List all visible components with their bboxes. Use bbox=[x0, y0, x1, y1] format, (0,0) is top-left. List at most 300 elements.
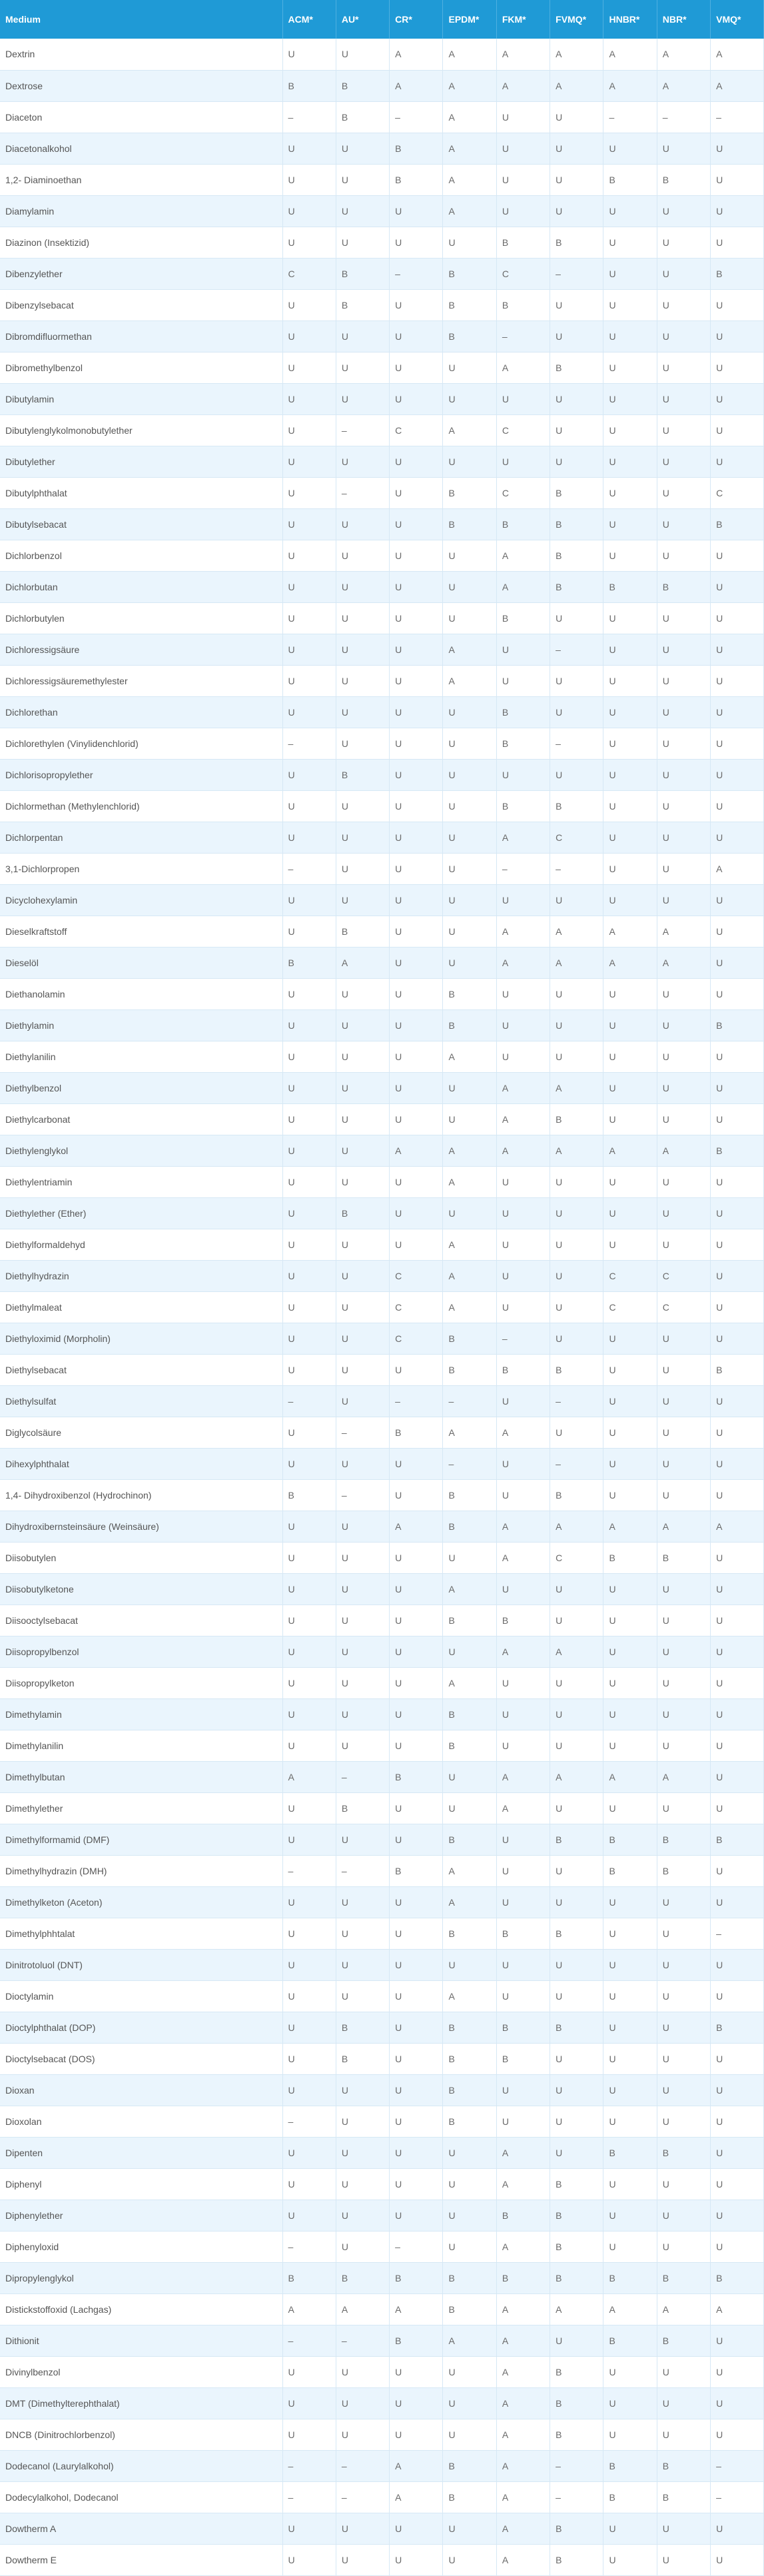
rating-cell: U bbox=[711, 1730, 764, 1761]
rating-cell: – bbox=[550, 634, 603, 665]
rating-cell: A bbox=[603, 1135, 657, 1166]
rating-cell: U bbox=[390, 2106, 443, 2137]
rating-cell: B bbox=[443, 258, 496, 289]
rating-cell: A bbox=[390, 2481, 443, 2513]
table-row bbox=[0, 2293, 764, 2325]
rating-cell: A bbox=[496, 1511, 550, 1542]
table-row bbox=[0, 1291, 764, 1323]
rating-cell: B bbox=[603, 1855, 657, 1886]
rating-cell: U bbox=[390, 227, 443, 258]
rating-cell: A bbox=[550, 1761, 603, 1792]
rating-cell: U bbox=[711, 884, 764, 916]
rating-cell: U bbox=[603, 383, 657, 414]
rating-cell: A bbox=[443, 1855, 496, 1886]
rating-cell: B bbox=[496, 728, 550, 759]
rating-cell: A bbox=[550, 2293, 603, 2325]
rating-cell: B bbox=[336, 2262, 389, 2293]
rating-cell: U bbox=[550, 1323, 603, 1354]
medium-cell: Dibutylamin bbox=[0, 383, 282, 414]
rating-cell: B bbox=[496, 1918, 550, 1949]
medium-cell: Dibutylenglykolmonobutylether bbox=[0, 414, 282, 446]
table-row bbox=[0, 540, 764, 571]
rating-cell: U bbox=[496, 1260, 550, 1291]
rating-cell: U bbox=[390, 884, 443, 916]
medium-cell: Dichloressigsäuremethylester bbox=[0, 665, 282, 696]
rating-cell: A bbox=[443, 2325, 496, 2356]
table-row bbox=[0, 2481, 764, 2513]
rating-cell: A bbox=[711, 853, 764, 884]
rating-cell: U bbox=[390, 289, 443, 321]
rating-cell: U bbox=[336, 2419, 389, 2450]
rating-cell: C bbox=[390, 414, 443, 446]
rating-cell: B bbox=[336, 916, 389, 947]
rating-cell: U bbox=[390, 571, 443, 602]
rating-cell: U bbox=[443, 2137, 496, 2168]
rating-cell: U bbox=[282, 1135, 336, 1166]
rating-cell: U bbox=[496, 1730, 550, 1761]
rating-cell: U bbox=[711, 195, 764, 227]
medium-cell: Diphenyl bbox=[0, 2168, 282, 2200]
table-row bbox=[0, 728, 764, 759]
rating-cell: U bbox=[336, 1009, 389, 1041]
rating-cell: A bbox=[603, 947, 657, 978]
rating-cell: U bbox=[282, 446, 336, 477]
medium-cell: Diamylamin bbox=[0, 195, 282, 227]
rating-cell: U bbox=[550, 1009, 603, 1041]
rating-cell: U bbox=[657, 446, 710, 477]
rating-cell: U bbox=[711, 133, 764, 164]
rating-cell: – bbox=[390, 2231, 443, 2262]
medium-cell: Dichlorbenzol bbox=[0, 540, 282, 571]
rating-cell: A bbox=[550, 1511, 603, 1542]
rating-cell: U bbox=[603, 1605, 657, 1636]
rating-cell: B bbox=[390, 2325, 443, 2356]
rating-cell: U bbox=[443, 1949, 496, 1980]
rating-cell: U bbox=[550, 164, 603, 195]
header-row bbox=[0, 0, 764, 39]
rating-cell: A bbox=[496, 2387, 550, 2419]
rating-cell: U bbox=[390, 2012, 443, 2043]
medium-cell: Diethylsebacat bbox=[0, 1354, 282, 1385]
rating-cell: U bbox=[657, 1166, 710, 1197]
rating-cell: A bbox=[496, 1542, 550, 1573]
rating-cell: U bbox=[711, 916, 764, 947]
rating-cell: U bbox=[390, 2074, 443, 2106]
medium-cell: Dibutylphthalat bbox=[0, 477, 282, 508]
column-header-vmq: VMQ* bbox=[711, 0, 764, 39]
column-header-fvmq: FVMQ* bbox=[550, 0, 603, 39]
rating-cell: C bbox=[603, 1260, 657, 1291]
table-row bbox=[0, 1354, 764, 1385]
rating-cell: U bbox=[336, 1824, 389, 1855]
rating-cell: C bbox=[282, 258, 336, 289]
rating-cell: U bbox=[657, 1636, 710, 1667]
rating-cell: – bbox=[711, 2450, 764, 2481]
rating-cell: U bbox=[390, 1792, 443, 1824]
rating-cell: C bbox=[496, 477, 550, 508]
medium-cell: Dibenzylether bbox=[0, 258, 282, 289]
rating-cell: U bbox=[390, 446, 443, 477]
table-row bbox=[0, 289, 764, 321]
rating-cell: U bbox=[336, 1511, 389, 1542]
rating-cell: U bbox=[443, 602, 496, 634]
medium-cell: 1,2- Diaminoethan bbox=[0, 164, 282, 195]
table-row bbox=[0, 1573, 764, 1605]
rating-cell: B bbox=[657, 1824, 710, 1855]
rating-cell: A bbox=[496, 1135, 550, 1166]
rating-cell: U bbox=[657, 1009, 710, 1041]
table-row bbox=[0, 916, 764, 947]
rating-cell: U bbox=[496, 1385, 550, 1417]
table-row bbox=[0, 1197, 764, 1229]
rating-cell: U bbox=[496, 1667, 550, 1698]
rating-cell: U bbox=[336, 540, 389, 571]
rating-cell: C bbox=[603, 1291, 657, 1323]
rating-cell: U bbox=[282, 1824, 336, 1855]
rating-cell: U bbox=[657, 1229, 710, 1260]
rating-cell: U bbox=[282, 571, 336, 602]
table-row bbox=[0, 1855, 764, 1886]
table-row bbox=[0, 884, 764, 916]
rating-cell: U bbox=[711, 2419, 764, 2450]
rating-cell: U bbox=[443, 853, 496, 884]
rating-cell: A bbox=[390, 1135, 443, 1166]
rating-cell: U bbox=[390, 195, 443, 227]
rating-cell: C bbox=[390, 1323, 443, 1354]
rating-cell: B bbox=[443, 289, 496, 321]
rating-cell: B bbox=[496, 227, 550, 258]
rating-cell: U bbox=[603, 1009, 657, 1041]
rating-cell: U bbox=[390, 1041, 443, 1072]
rating-cell: U bbox=[711, 571, 764, 602]
rating-cell: – bbox=[390, 101, 443, 133]
rating-cell: B bbox=[336, 1792, 389, 1824]
rating-cell: – bbox=[282, 728, 336, 759]
rating-cell: U bbox=[390, 540, 443, 571]
medium-cell: Dichlorethylen (Vinylidenchlorid) bbox=[0, 728, 282, 759]
table-row bbox=[0, 790, 764, 822]
rating-cell: B bbox=[390, 2262, 443, 2293]
rating-cell: A bbox=[443, 101, 496, 133]
rating-cell: U bbox=[282, 477, 336, 508]
rating-cell: U bbox=[711, 1072, 764, 1103]
rating-cell: U bbox=[711, 414, 764, 446]
rating-cell: A bbox=[443, 1166, 496, 1197]
rating-cell: B bbox=[496, 790, 550, 822]
rating-cell: U bbox=[711, 383, 764, 414]
table-row bbox=[0, 1448, 764, 1479]
rating-cell: U bbox=[390, 1698, 443, 1730]
rating-cell: U bbox=[657, 540, 710, 571]
rating-cell: – bbox=[282, 2481, 336, 2513]
rating-cell: U bbox=[443, 728, 496, 759]
rating-cell: U bbox=[550, 1949, 603, 1980]
rating-cell: B bbox=[443, 1918, 496, 1949]
rating-cell: B bbox=[336, 2012, 389, 2043]
rating-cell: U bbox=[443, 759, 496, 790]
rating-cell: U bbox=[282, 39, 336, 70]
rating-cell: U bbox=[390, 728, 443, 759]
rating-cell: U bbox=[657, 634, 710, 665]
table-row bbox=[0, 1511, 764, 1542]
rating-cell: U bbox=[282, 978, 336, 1009]
rating-cell: U bbox=[657, 1980, 710, 2012]
rating-cell: – bbox=[336, 1417, 389, 1448]
rating-cell: A bbox=[711, 39, 764, 70]
medium-cell: Dichlorbutylen bbox=[0, 602, 282, 634]
rating-cell: U bbox=[282, 1542, 336, 1573]
rating-cell: U bbox=[282, 1354, 336, 1385]
rating-cell: U bbox=[336, 1385, 389, 1417]
rating-cell: B bbox=[443, 978, 496, 1009]
rating-cell: U bbox=[496, 1448, 550, 1479]
rating-cell: U bbox=[657, 1792, 710, 1824]
rating-cell: U bbox=[282, 916, 336, 947]
rating-cell: U bbox=[711, 1667, 764, 1698]
rating-cell: B bbox=[443, 321, 496, 352]
rating-cell: U bbox=[336, 1260, 389, 1291]
rating-cell: U bbox=[603, 1385, 657, 1417]
rating-cell: A bbox=[496, 1636, 550, 1667]
rating-cell: B bbox=[603, 571, 657, 602]
rating-cell: U bbox=[603, 258, 657, 289]
rating-cell: U bbox=[603, 2168, 657, 2200]
rating-cell: B bbox=[443, 2262, 496, 2293]
column-header-nbr: NBR* bbox=[657, 0, 710, 39]
rating-cell: A bbox=[496, 2450, 550, 2481]
rating-cell: A bbox=[496, 70, 550, 101]
rating-cell: – bbox=[282, 2106, 336, 2137]
rating-cell: U bbox=[711, 947, 764, 978]
rating-cell: B bbox=[603, 2481, 657, 2513]
rating-cell: B bbox=[550, 227, 603, 258]
rating-cell: U bbox=[603, 195, 657, 227]
rating-cell: A bbox=[496, 2293, 550, 2325]
rating-cell: U bbox=[496, 665, 550, 696]
medium-cell: Diethylhydrazin bbox=[0, 1260, 282, 1291]
rating-cell: U bbox=[711, 634, 764, 665]
rating-cell: U bbox=[603, 1197, 657, 1229]
table-row bbox=[0, 2137, 764, 2168]
rating-cell: U bbox=[657, 602, 710, 634]
rating-cell: U bbox=[390, 1730, 443, 1761]
rating-cell: U bbox=[657, 1072, 710, 1103]
rating-cell: U bbox=[711, 1041, 764, 1072]
table-row bbox=[0, 1761, 764, 1792]
rating-cell: U bbox=[711, 1229, 764, 1260]
rating-cell: A bbox=[443, 634, 496, 665]
rating-cell: U bbox=[336, 164, 389, 195]
table-row bbox=[0, 321, 764, 352]
rating-cell: U bbox=[282, 2513, 336, 2544]
medium-cell: Divinylbenzol bbox=[0, 2356, 282, 2387]
rating-cell: U bbox=[711, 1103, 764, 1135]
rating-cell: U bbox=[443, 790, 496, 822]
rating-cell: U bbox=[550, 446, 603, 477]
rating-cell: – bbox=[336, 2450, 389, 2481]
rating-cell: A bbox=[443, 1417, 496, 1448]
rating-cell: U bbox=[711, 1479, 764, 1511]
rating-cell: B bbox=[496, 508, 550, 540]
rating-cell: U bbox=[657, 884, 710, 916]
medium-cell: Diaceton bbox=[0, 101, 282, 133]
medium-cell: Diethylanilin bbox=[0, 1041, 282, 1072]
rating-cell: U bbox=[603, 133, 657, 164]
rating-cell: U bbox=[711, 790, 764, 822]
rating-cell: U bbox=[390, 1667, 443, 1698]
rating-cell: A bbox=[496, 2356, 550, 2387]
rating-cell: U bbox=[711, 1323, 764, 1354]
rating-cell: U bbox=[336, 1949, 389, 1980]
rating-cell: U bbox=[390, 2419, 443, 2450]
rating-cell: U bbox=[496, 759, 550, 790]
medium-cell: Diphenyloxid bbox=[0, 2231, 282, 2262]
rating-cell: U bbox=[336, 383, 389, 414]
rating-cell: – bbox=[282, 1385, 336, 1417]
rating-cell: U bbox=[603, 2106, 657, 2137]
rating-cell: U bbox=[657, 2074, 710, 2106]
rating-cell: – bbox=[657, 101, 710, 133]
rating-cell: U bbox=[711, 1761, 764, 1792]
rating-cell: U bbox=[336, 2168, 389, 2200]
rating-cell: A bbox=[443, 1886, 496, 1918]
rating-cell: U bbox=[711, 1855, 764, 1886]
rating-cell: U bbox=[443, 2200, 496, 2231]
rating-cell: A bbox=[496, 1761, 550, 1792]
rating-cell: A bbox=[443, 1229, 496, 1260]
table-row bbox=[0, 508, 764, 540]
rating-cell: U bbox=[603, 853, 657, 884]
rating-cell: U bbox=[711, 822, 764, 853]
medium-cell: DMT (Dimethylterephthalat) bbox=[0, 2387, 282, 2419]
rating-cell: U bbox=[390, 2356, 443, 2387]
table-row bbox=[0, 1166, 764, 1197]
rating-cell: U bbox=[657, 508, 710, 540]
rating-cell: U bbox=[282, 1323, 336, 1354]
rating-cell: U bbox=[282, 1980, 336, 2012]
rating-cell: U bbox=[550, 1291, 603, 1323]
rating-cell: – bbox=[336, 1761, 389, 1792]
rating-cell: U bbox=[711, 1698, 764, 1730]
table-row bbox=[0, 258, 764, 289]
medium-cell: Dipropylenglykol bbox=[0, 2262, 282, 2293]
rating-cell: A bbox=[390, 39, 443, 70]
rating-cell: A bbox=[443, 1260, 496, 1291]
rating-cell: – bbox=[550, 2481, 603, 2513]
rating-cell: U bbox=[550, 289, 603, 321]
rating-cell: B bbox=[550, 1354, 603, 1385]
table-row bbox=[0, 2513, 764, 2544]
medium-cell: Dioxan bbox=[0, 2074, 282, 2106]
rating-cell: U bbox=[603, 2012, 657, 2043]
rating-cell: B bbox=[550, 540, 603, 571]
rating-cell: B bbox=[711, 1824, 764, 1855]
rating-cell: A bbox=[496, 2168, 550, 2200]
rating-cell: U bbox=[282, 2200, 336, 2231]
rating-cell: U bbox=[711, 978, 764, 1009]
medium-cell: Dibromdifluormethan bbox=[0, 321, 282, 352]
rating-cell: U bbox=[657, 822, 710, 853]
rating-cell: U bbox=[336, 602, 389, 634]
medium-cell: DNCB (Dinitrochlorbenzol) bbox=[0, 2419, 282, 2450]
rating-cell: – bbox=[282, 1855, 336, 1886]
rating-cell: A bbox=[496, 1072, 550, 1103]
rating-cell: U bbox=[336, 1229, 389, 1260]
rating-cell: U bbox=[603, 1166, 657, 1197]
medium-cell: Dowtherm A bbox=[0, 2513, 282, 2544]
rating-cell: U bbox=[550, 1229, 603, 1260]
rating-cell: U bbox=[711, 1886, 764, 1918]
rating-cell: U bbox=[390, 1918, 443, 1949]
rating-cell: B bbox=[443, 2106, 496, 2137]
rating-cell: – bbox=[550, 1385, 603, 1417]
medium-cell: Diisooctylsebacat bbox=[0, 1605, 282, 1636]
rating-cell: U bbox=[282, 884, 336, 916]
medium-cell: Diglycolsäure bbox=[0, 1417, 282, 1448]
rating-cell: U bbox=[603, 540, 657, 571]
rating-cell: A bbox=[443, 39, 496, 70]
table-row bbox=[0, 1698, 764, 1730]
rating-cell: U bbox=[657, 696, 710, 728]
rating-cell: – bbox=[282, 2450, 336, 2481]
rating-cell: U bbox=[336, 321, 389, 352]
rating-cell: U bbox=[603, 1103, 657, 1135]
rating-cell: U bbox=[496, 1980, 550, 2012]
table-row bbox=[0, 2387, 764, 2419]
rating-cell: U bbox=[657, 383, 710, 414]
rating-cell: B bbox=[390, 133, 443, 164]
rating-cell: U bbox=[603, 2231, 657, 2262]
rating-cell: B bbox=[711, 1354, 764, 1385]
rating-cell: U bbox=[603, 634, 657, 665]
rating-cell: B bbox=[443, 1354, 496, 1385]
rating-cell: B bbox=[443, 1009, 496, 1041]
medium-cell: Dextrin bbox=[0, 39, 282, 70]
rating-cell: U bbox=[336, 728, 389, 759]
rating-cell: U bbox=[390, 634, 443, 665]
rating-cell: U bbox=[282, 2168, 336, 2200]
rating-cell: U bbox=[711, 2074, 764, 2106]
rating-cell: U bbox=[390, 1229, 443, 1260]
rating-cell: U bbox=[336, 1323, 389, 1354]
rating-cell: U bbox=[657, 2200, 710, 2231]
rating-cell: U bbox=[603, 978, 657, 1009]
rating-cell: B bbox=[336, 101, 389, 133]
table-row bbox=[0, 634, 764, 665]
rating-cell: C bbox=[550, 1542, 603, 1573]
rating-cell: U bbox=[711, 352, 764, 383]
table-row bbox=[0, 2356, 764, 2387]
rating-cell: – bbox=[336, 414, 389, 446]
medium-cell: Dibenzylsebacat bbox=[0, 289, 282, 321]
rating-cell: U bbox=[443, 2513, 496, 2544]
rating-cell: B bbox=[550, 2012, 603, 2043]
rating-cell: U bbox=[390, 2544, 443, 2575]
rating-cell: U bbox=[603, 2200, 657, 2231]
rating-cell: B bbox=[336, 70, 389, 101]
rating-cell: B bbox=[496, 2012, 550, 2043]
rating-cell: U bbox=[496, 101, 550, 133]
rating-cell: B bbox=[711, 508, 764, 540]
rating-cell: – bbox=[336, 1479, 389, 1511]
table-row bbox=[0, 1667, 764, 1698]
medium-cell: Dicyclohexylamin bbox=[0, 884, 282, 916]
rating-cell: U bbox=[550, 2137, 603, 2168]
rating-cell: U bbox=[496, 446, 550, 477]
rating-cell: U bbox=[603, 790, 657, 822]
rating-cell: U bbox=[657, 2012, 710, 2043]
rating-cell: U bbox=[496, 1479, 550, 1511]
